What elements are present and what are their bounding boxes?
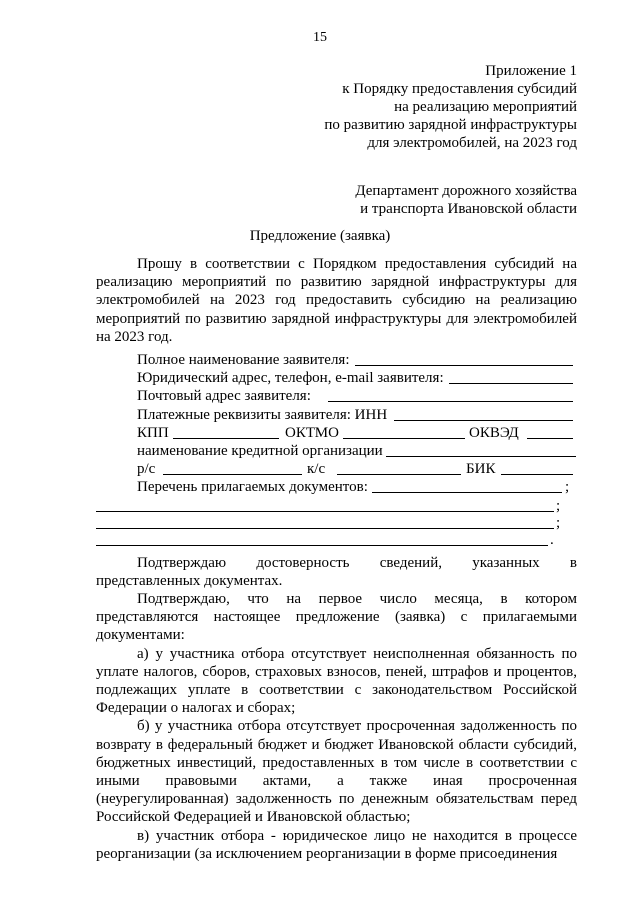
field-inn xyxy=(96,406,577,424)
field-label: БИК xyxy=(466,461,496,478)
fill-line[interactable] xyxy=(386,442,576,457)
field-bank-name xyxy=(96,442,577,460)
field-label: к/с xyxy=(307,461,326,478)
fill-line[interactable] xyxy=(372,478,562,493)
fill-line[interactable] xyxy=(527,424,573,439)
field-label: Почтовый адрес заявителя: xyxy=(137,388,311,405)
field-label: ОКВЭД xyxy=(469,424,519,441)
line-end: ; xyxy=(556,497,561,514)
docs-line xyxy=(96,531,577,548)
confirm-paragraph: Подтверждаю достоверность сведений, указанных в представленных документах. xyxy=(96,554,577,589)
appendix-line: на реализацию мероприятий xyxy=(394,99,577,115)
appendix-line: Приложение 1 xyxy=(485,63,577,79)
fill-line[interactable] xyxy=(355,351,573,366)
fill-line[interactable] xyxy=(96,531,548,546)
appendix-line: к Порядку предоставления субсидий xyxy=(342,81,577,97)
field-label: Перечень прилагаемых документов: xyxy=(137,479,368,496)
field-postal-address xyxy=(96,387,577,405)
fill-line[interactable] xyxy=(328,387,573,402)
page-number: 15 xyxy=(313,30,327,45)
confirm-paragraph: Подтверждаю, что на первое число месяца, в котором представляются настоящее предложение (заявка) с прилагаемыми документами: xyxy=(96,590,577,644)
appendix-line: по развитию зарядной инфраструктуры xyxy=(324,117,577,133)
intro-paragraph: Прошу в соответствии с Порядком предоставления субсидий на реализацию мероприятий по развитию зарядной инфраструктуры для электромобилей на 2023 год предоставить субсидию на реализацию мероприятий по развитию зарядной инфраструктуры для электромобилей на 2023 год. xyxy=(96,256,577,345)
appendix-line: для электромобилей, на 2023 год xyxy=(367,135,577,151)
docs-line xyxy=(96,514,577,531)
condition-item-b: б) у участника отбора отсутствует просроченная задолженность по возврату в федеральный бюджет и бюджет Ивановской области субсидий, бюджетных инвестиций, предоставленных в том числе в соответствии с иными правовыми актами, а также иная просроченная (неурегулированная) задолженность по денежным обязательствам перед Российской Федерацией и Ивановской областью; xyxy=(96,718,577,826)
condition-item-a: а) у участника отбора отсутствует неисполненная обязанность по уплате налогов, сборов, страховых взносов, пеней, штрафов и процентов, подлежащих уплате в соответствии с законодательством Российской Федерации о налогах и сборах; xyxy=(96,645,577,717)
fill-line[interactable] xyxy=(163,460,302,475)
line-end: ; xyxy=(565,479,570,496)
field-kpp-oktmo-okved xyxy=(96,424,577,442)
field-full-name xyxy=(96,351,577,369)
fill-line[interactable] xyxy=(337,460,461,475)
line-end: . xyxy=(550,531,554,548)
fill-line[interactable] xyxy=(343,424,465,439)
addressee-line: Департамент дорожного хозяйства xyxy=(355,183,577,199)
field-label: наименование кредитной организации xyxy=(137,442,383,459)
field-label: р/с xyxy=(137,461,156,478)
field-label: Юридический адрес, телефон, e-mail заявителя: xyxy=(137,370,444,387)
addressee-block xyxy=(355,182,577,218)
condition-item-v: в) участник отбора - юридическое лицо не находится в процессе реорганизации (за исключением реорганизации в форме присоединения xyxy=(96,827,577,862)
fill-line[interactable] xyxy=(394,406,573,421)
field-label: Полное наименование заявителя: xyxy=(137,352,350,369)
field-docs-list xyxy=(96,478,577,496)
document-body xyxy=(96,255,577,863)
fill-line[interactable] xyxy=(501,460,573,475)
document-title: Предложение (заявка) xyxy=(249,228,391,244)
line-end: ; xyxy=(556,514,561,531)
fill-line[interactable] xyxy=(449,369,573,384)
field-accounts xyxy=(96,460,577,478)
fill-line[interactable] xyxy=(96,514,554,529)
docs-line xyxy=(96,497,577,514)
addressee-line: и транспорта Ивановской области xyxy=(360,201,577,217)
fill-line[interactable] xyxy=(96,497,554,512)
fill-line[interactable] xyxy=(173,424,279,439)
field-legal-address xyxy=(96,369,577,387)
field-label: КПП xyxy=(137,424,169,441)
appendix-header xyxy=(324,62,577,152)
field-label: Платежные реквизиты заявителя: ИНН xyxy=(137,406,388,423)
field-label: ОКТМО xyxy=(285,424,339,441)
